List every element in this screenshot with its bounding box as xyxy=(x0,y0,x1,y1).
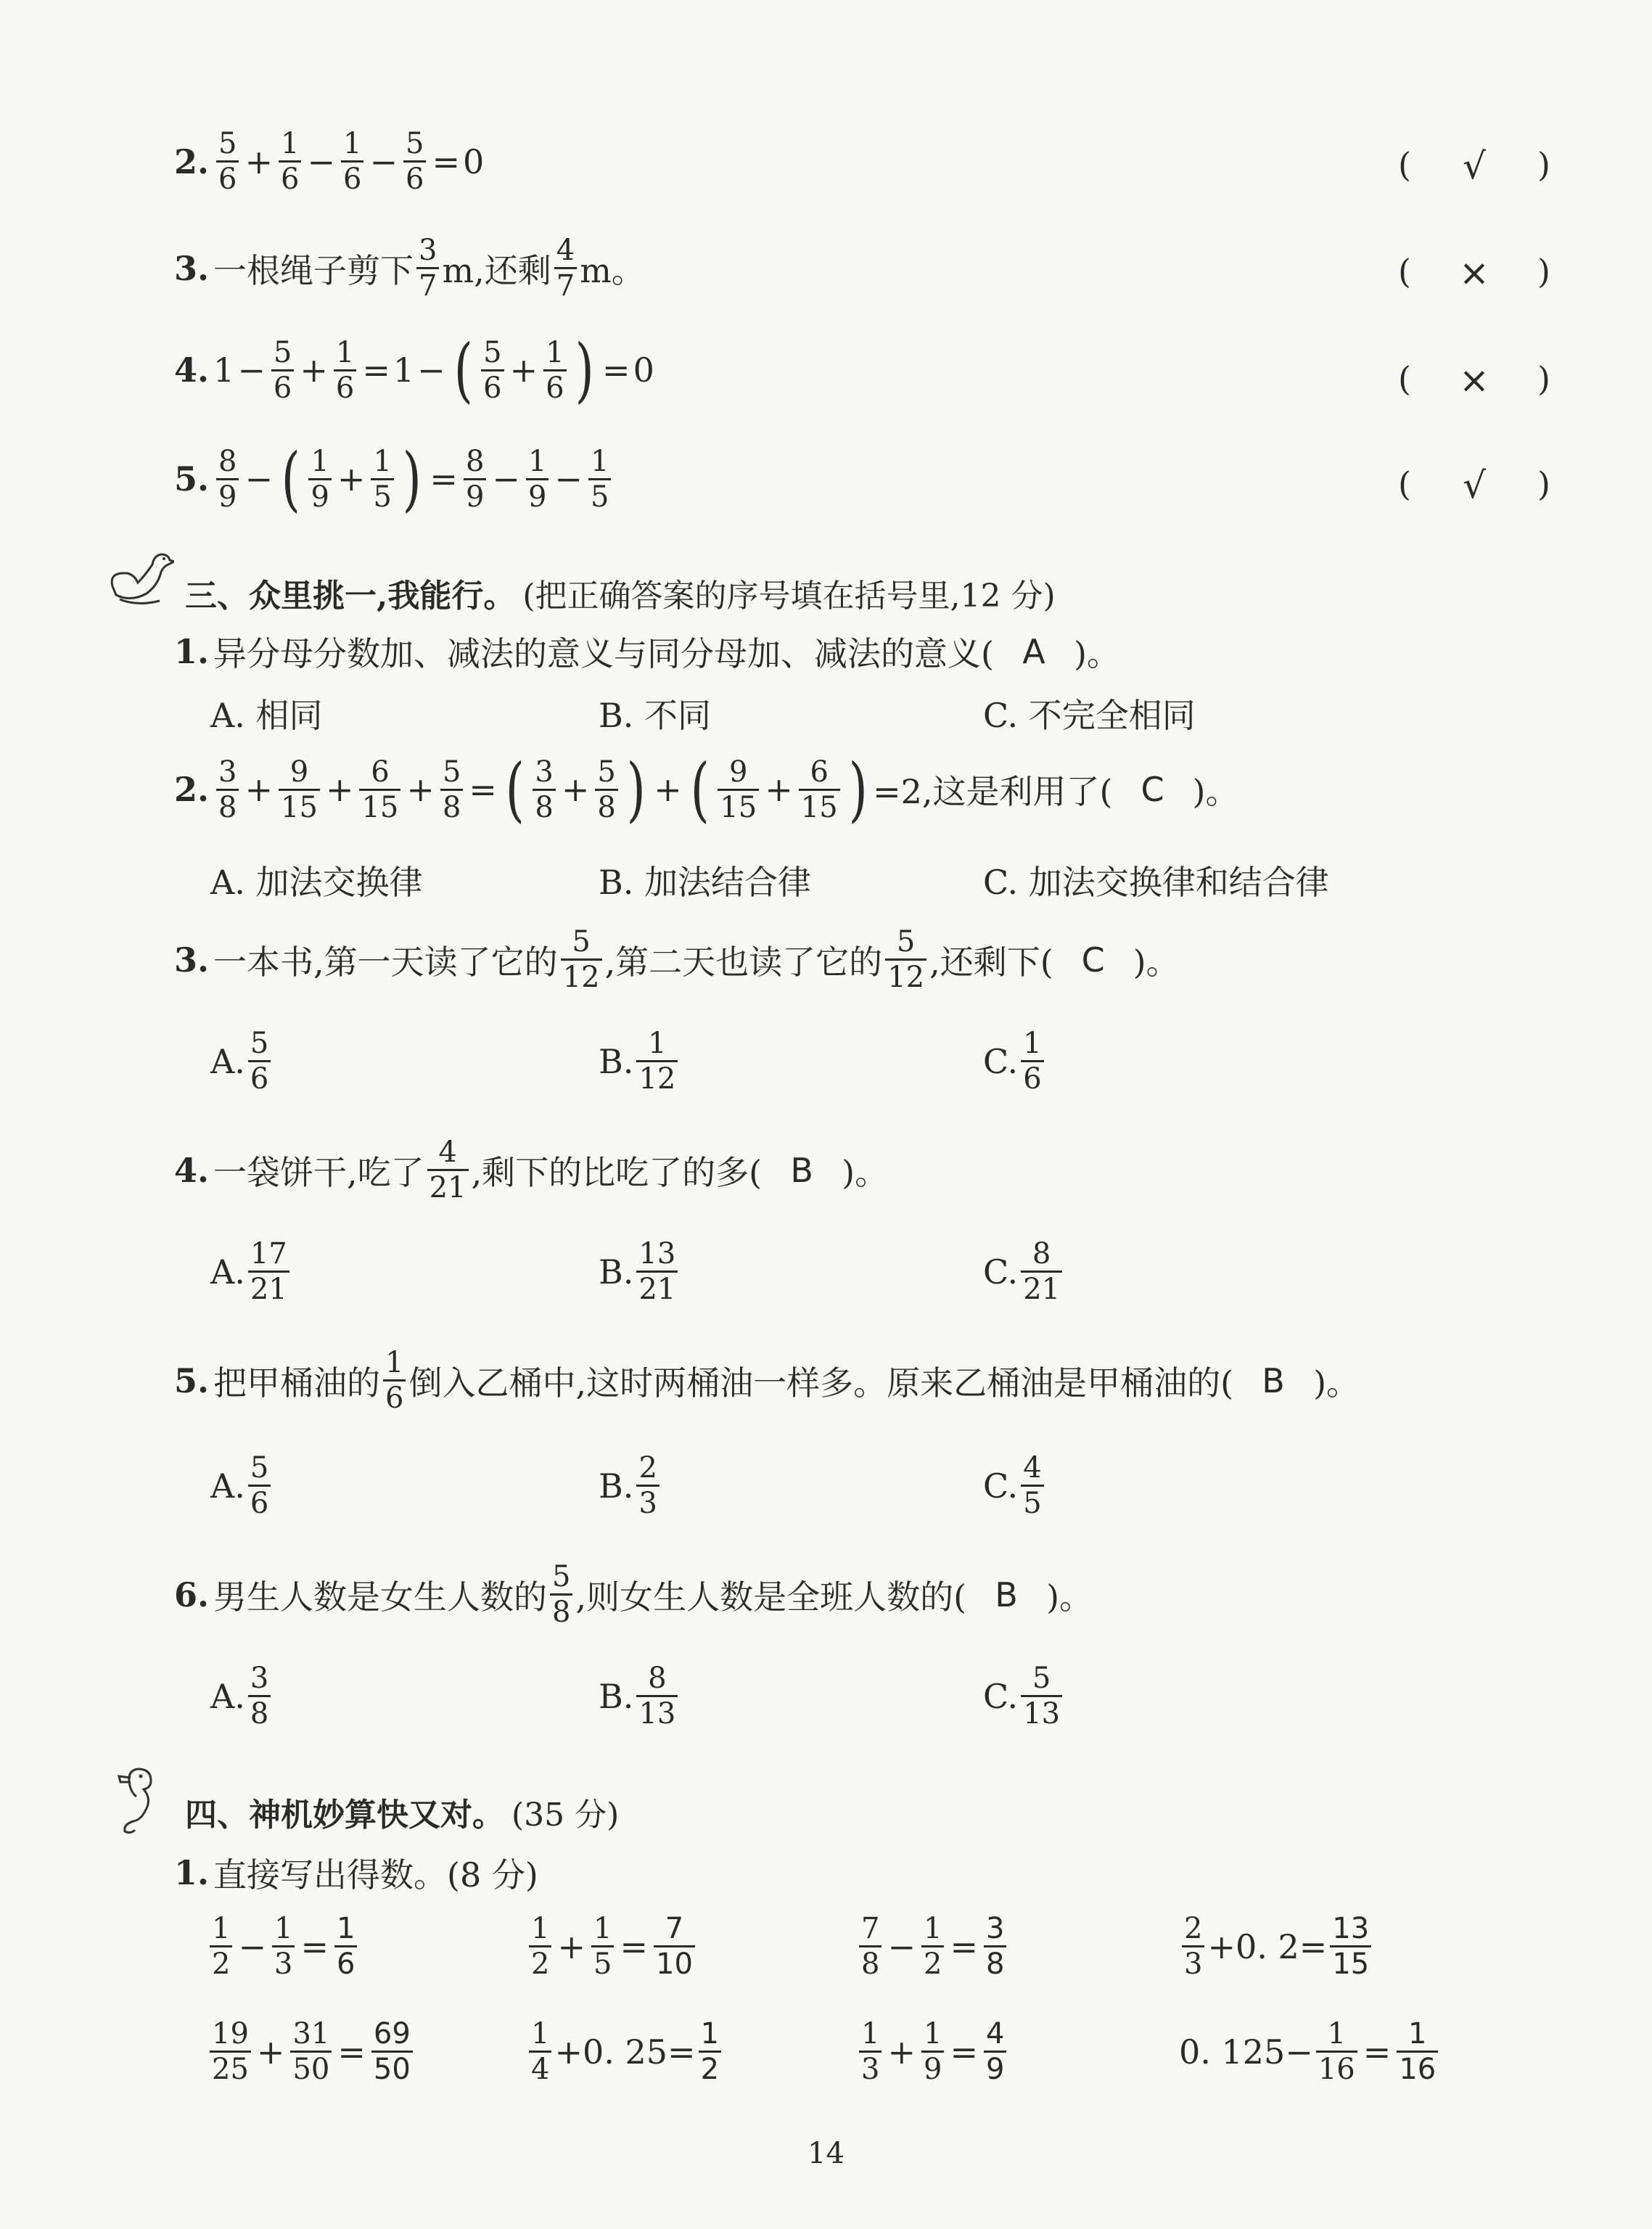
option-c: C. 不完全相同 xyxy=(983,696,1196,735)
section-4-header xyxy=(185,1789,619,1835)
option-b: B. $\frac{8}{13}$ xyxy=(599,1662,681,1731)
question-2: 2. $\frac{3}{8}$ + $\frac{9}{15}$ + $\frac{6}{15}$ + $\frac{5}{8}$ = ( $\frac{3}{8}$ + $\frac{5}{8}$ ) + ( $\frac{9}{15}$ + $\frac{6}{15}$ ) =2,这是利用了( C )。 xyxy=(174,749,1239,830)
calc-item: $\frac{1}{4}$ +0. 25= $\frac{1}{2}$ xyxy=(526,2017,724,2086)
judge-item-3 xyxy=(174,234,645,303)
calc-item: $\frac{1}{3}$ + $\frac{1}{9}$ = $\frac{4}{9}$ xyxy=(856,2017,1009,2086)
option-c: C. 加法交换律和结合律 xyxy=(983,863,1329,902)
fraction: $\frac{4}{7}$ xyxy=(554,234,577,303)
calc-item: 0. 125− $\frac{1}{16}$ = $\frac{1}{16}$ xyxy=(1179,2017,1441,2086)
option-a: A. $\frac{5}{6}$ xyxy=(210,1451,274,1520)
item-text: m。 xyxy=(580,250,645,290)
option-b: B. 加法结合律 xyxy=(599,863,812,902)
item-number: 2. xyxy=(174,141,210,181)
section-note: (把正确答案的序号填在括号里,12 分) xyxy=(522,578,1056,615)
question-5: 5. 把甲桶油的 $\frac{1}{6}$ 倒入乙桶中,这时两桶油一样多。原来乙桶油是甲桶油的( B )。 xyxy=(174,1346,1360,1415)
fraction: $\frac{5}{6}$ xyxy=(481,336,504,405)
fraction: $\frac{1}{6}$ xyxy=(543,336,566,405)
option-c: C. $\frac{5}{13}$ xyxy=(983,1662,1065,1731)
answer-value: C xyxy=(1081,940,1105,980)
fraction: $\frac{8}{9}$ xyxy=(216,445,239,514)
cross-mark: × xyxy=(1459,252,1489,294)
item-number: 4. xyxy=(174,350,210,390)
fraction: $\frac{1}{9}$ xyxy=(308,445,331,514)
option-c: C. $\frac{4}{5}$ xyxy=(983,1451,1047,1520)
duck-icon xyxy=(102,543,174,608)
question-1: 1. 异分母分数加、减法的意义与同分母加、减法的意义( A )。 xyxy=(174,632,1120,673)
fraction: $\frac{8}{9}$ xyxy=(464,445,486,514)
section-note: (35 分) xyxy=(511,1797,620,1834)
section-3-header xyxy=(185,570,1056,616)
question-6: 6. 男生人数是女生人数的 $\frac{5}{8}$ ,则女生人数是全班人数的( B )。 xyxy=(174,1560,1093,1629)
calc-item: $\frac{19}{25}$ + $\frac{31}{50}$ = $\frac{69}{50}$ xyxy=(207,2017,416,2086)
judge-item-2: 2. $\frac{5}{6}$ + $\frac{1}{6}$ − $\frac{1}{6}$ − $\frac{5}{6}$ = 0 xyxy=(174,127,485,196)
option-b: B. 不同 xyxy=(599,696,712,735)
judge-item-4: 4. 1 − $\frac{5}{6}$ + $\frac{1}{6}$ = 1 − ( $\frac{5}{6}$ + $\frac{1}{6}$ ) = 0 xyxy=(174,329,654,411)
cross-mark: × xyxy=(1459,359,1489,401)
answer-value: B xyxy=(995,1575,1018,1614)
option-a: A. $\frac{3}{8}$ xyxy=(210,1662,274,1731)
option-c: C. $\frac{1}{6}$ xyxy=(983,1027,1047,1096)
option-a: A. 相同 xyxy=(210,696,323,735)
question-4: 4. 一袋饼干,吃了 $\frac{4}{21}$ ,剩下的比吃了的多( B )。 xyxy=(174,1136,889,1204)
calc-item: $\frac{7}{8}$ − $\frac{1}{2}$ = $\frac{3}{8}$ xyxy=(856,1912,1009,1981)
question-3: 3. 一本书,第一天读了它的 $\frac{5}{12}$ ,第二天也读了它的 $\frac{5}{12}$ ,还剩下( C )。 xyxy=(174,925,1180,994)
section-title: 四、神机妙算快又对。 xyxy=(185,1797,504,1834)
answer-bracket-3: ( × ) xyxy=(1398,252,1550,294)
fraction: $\frac{1}{6}$ xyxy=(341,127,363,196)
page-number: 14 xyxy=(807,2137,845,2170)
sub-question-1: 1. 直接写出得数。(8 分) xyxy=(174,1853,538,1895)
option-b: B. $\frac{1}{12}$ xyxy=(599,1027,681,1096)
fraction: $\frac{3}{7}$ xyxy=(416,234,439,303)
section-title: 三、众里挑一,我能行。 xyxy=(185,578,516,615)
answer-value: B xyxy=(790,1150,813,1190)
item-text: 一根绳子剪下 xyxy=(213,250,414,290)
check-mark: √ xyxy=(1463,464,1486,506)
item-number: 3. xyxy=(174,248,210,288)
calc-item: $\frac{1}{2}$ − $\frac{1}{3}$ = $\frac{1}{6}$ xyxy=(207,1912,360,1981)
fraction: $\frac{1}{5}$ xyxy=(371,445,393,514)
option-b: B. $\frac{2}{3}$ xyxy=(599,1451,662,1520)
item-number: 5. xyxy=(174,459,210,498)
seahorse-icon xyxy=(109,1763,160,1836)
fraction: $\frac{1}{6}$ xyxy=(334,336,356,405)
answer-value: C xyxy=(1141,770,1164,809)
option-c: C. $\frac{8}{21}$ xyxy=(983,1237,1065,1306)
option-a: A. $\frac{17}{21}$ xyxy=(210,1237,292,1306)
option-a: A. $\frac{5}{6}$ xyxy=(210,1027,274,1096)
answer-bracket-2: ( √ ) xyxy=(1398,145,1550,187)
calc-item: $\frac{1}{2}$ + $\frac{1}{5}$ = $\frac{7}{10}$ xyxy=(526,1912,698,1981)
fraction: $\frac{5}{6}$ xyxy=(271,336,294,405)
fraction: $\frac{1}{6}$ xyxy=(279,127,301,196)
item-text: m,还剩 xyxy=(442,250,551,290)
fraction: $\frac{5}{6}$ xyxy=(403,127,426,196)
option-a: A. 加法交换律 xyxy=(210,863,423,902)
judge-item-5: 5. $\frac{8}{9}$ − ( $\frac{1}{9}$ + $\frac{1}{5}$ ) = $\frac{8}{9}$ − $\frac{1}{9}$ − $\frac{1}{5}$ xyxy=(174,444,614,514)
answer-bracket-5: ( √ ) xyxy=(1398,464,1550,506)
fraction: $\frac{5}{6}$ xyxy=(216,127,239,196)
option-b: B. $\frac{13}{21}$ xyxy=(599,1237,681,1306)
answer-bracket-4: ( × ) xyxy=(1398,359,1550,401)
answer-value: B xyxy=(1262,1360,1285,1400)
check-mark: √ xyxy=(1463,145,1486,187)
fraction: $\frac{1}{5}$ xyxy=(588,445,611,514)
answer-value: A xyxy=(1022,632,1045,671)
calc-item: $\frac{2}{3}$ +0. 2= $\frac{13}{15}$ xyxy=(1179,1912,1374,1981)
fraction: $\frac{1}{9}$ xyxy=(526,445,548,514)
